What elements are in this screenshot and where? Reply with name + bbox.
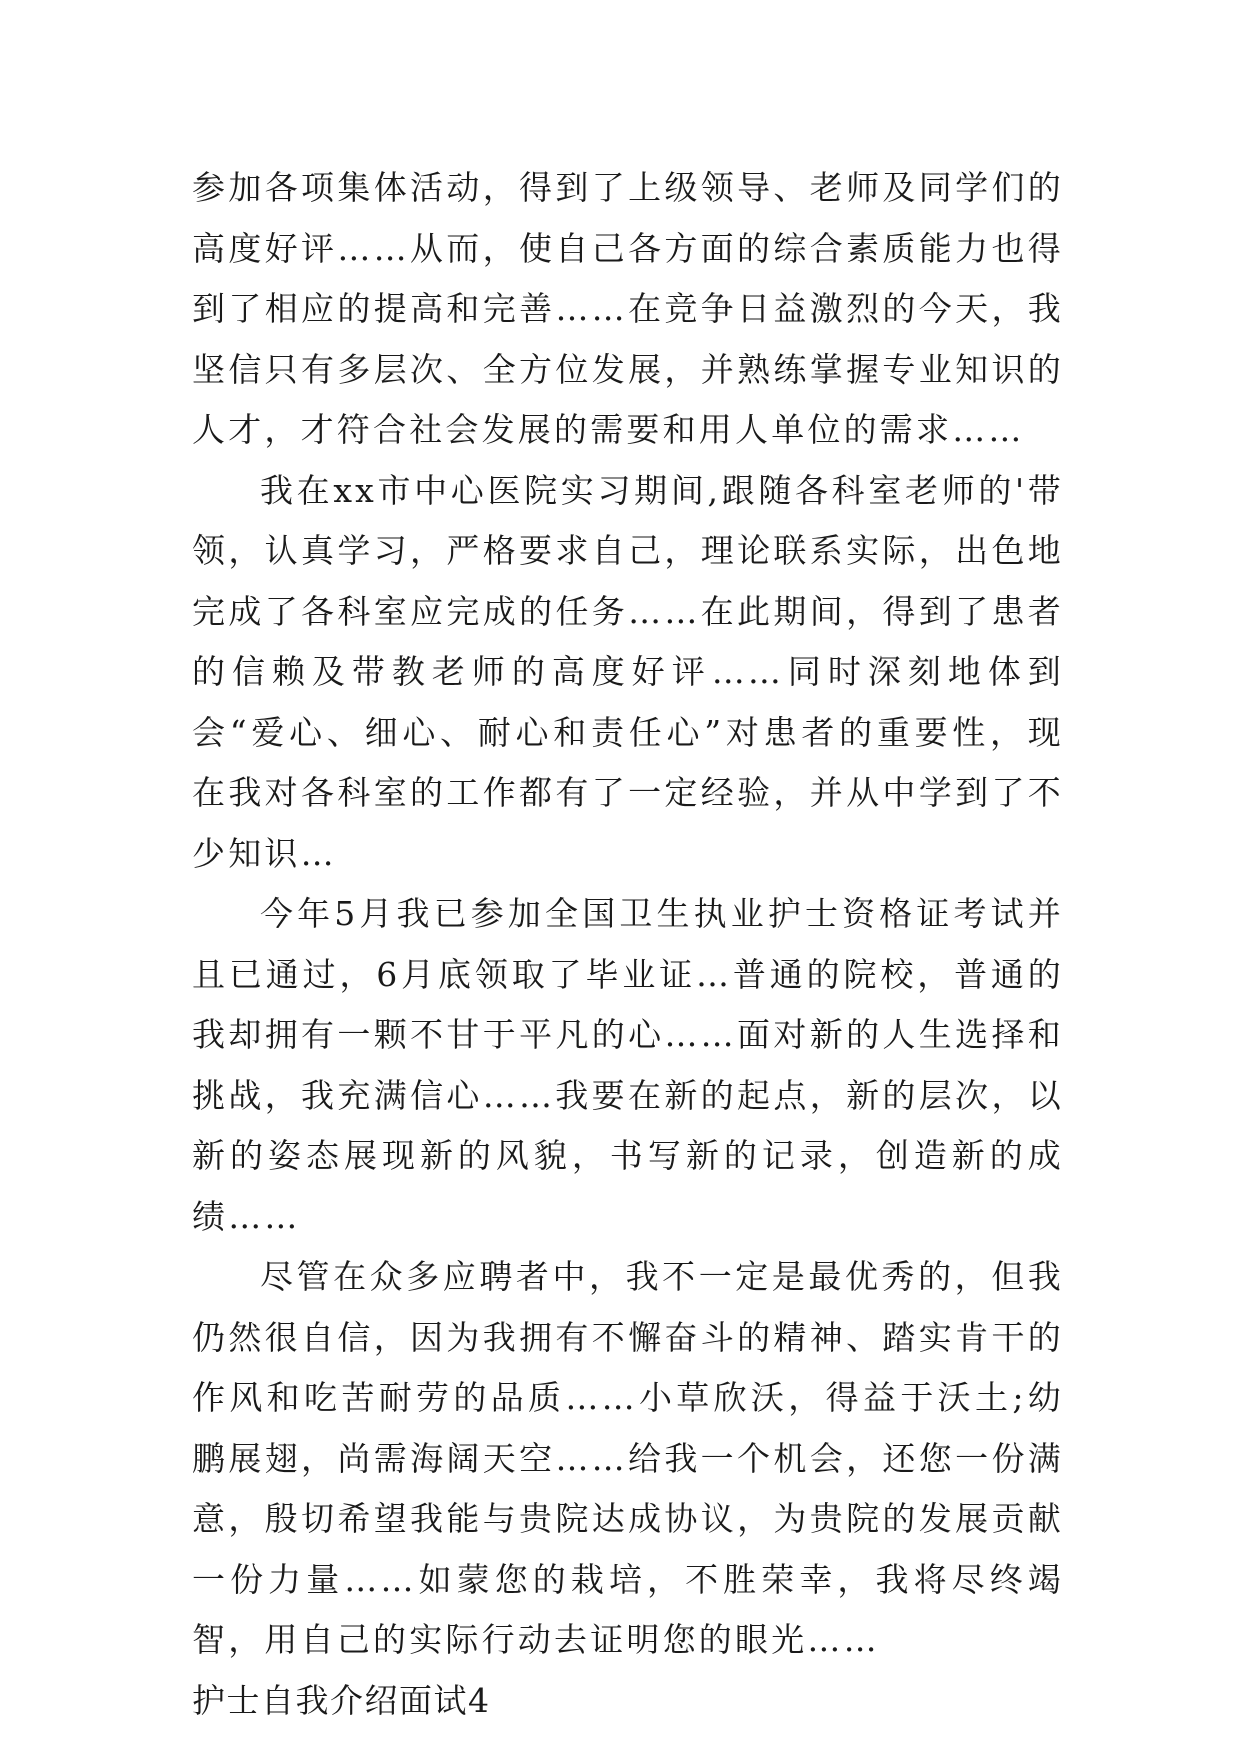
paragraph-continuation: 参加各项集体活动，得到了上级领导、老师及同学们的高度好评……从而，使自己各方面的综合素质能力也得到了相应的提高和完善……在竞争日益激烈的今天，我坚信只有多层次、全方位发展，并熟练掌握专业知识的人才，才符合社会发展的需要和用人单位的需求…… <box>192 168 1064 449</box>
paragraph-certification: 今年5月我已参加全国卫生执业护士资格证考试并且已通过，6月底领取了毕业证…普通的院校，普通的我却拥有一颗不甘于平凡的心……面对新的人生选择和挑战，我充满信心……我要在新的起点，新的层次，以新的姿态展现新的风貌，书写新的记录，创造新的成绩…… <box>192 894 1064 1236</box>
paragraph-internship: 我在xx市中心医院实习期间,跟随各科室老师的'带领，认真学习，严格要求自己，理论联系实际，出色地完成了各科室应完成的任务……在此期间，得到了患者的信赖及带教老师的高度好评……同时深刻地体到会“爱心、细心、耐心和责任心”对患者的重要性，现在我对各科室的工作都有了一定经验，并从中学到了不少知识… <box>192 470 1064 873</box>
section-heading: 护士自我介绍面试4 <box>192 1680 491 1720</box>
paragraph-closing: 尽管在众多应聘者中，我不一定是最优秀的，但我仍然很自信，因为我拥有不懈奋斗的精神、踏实肯干的作风和吃苦耐劳的品质……小草欣沃，得益于沃土;幼鹏展翅，尚需海阔天空……给我一个机会，还您一份满意，殷切希望我能与贵院达成协议，为贵院的发展贡献一份力量……如蒙您的栽培，不胜荣幸，我将尽终竭智，用自己的实际行动去证明您的眼光…… <box>192 1257 1064 1659</box>
document-body <box>192 158 1064 1731</box>
